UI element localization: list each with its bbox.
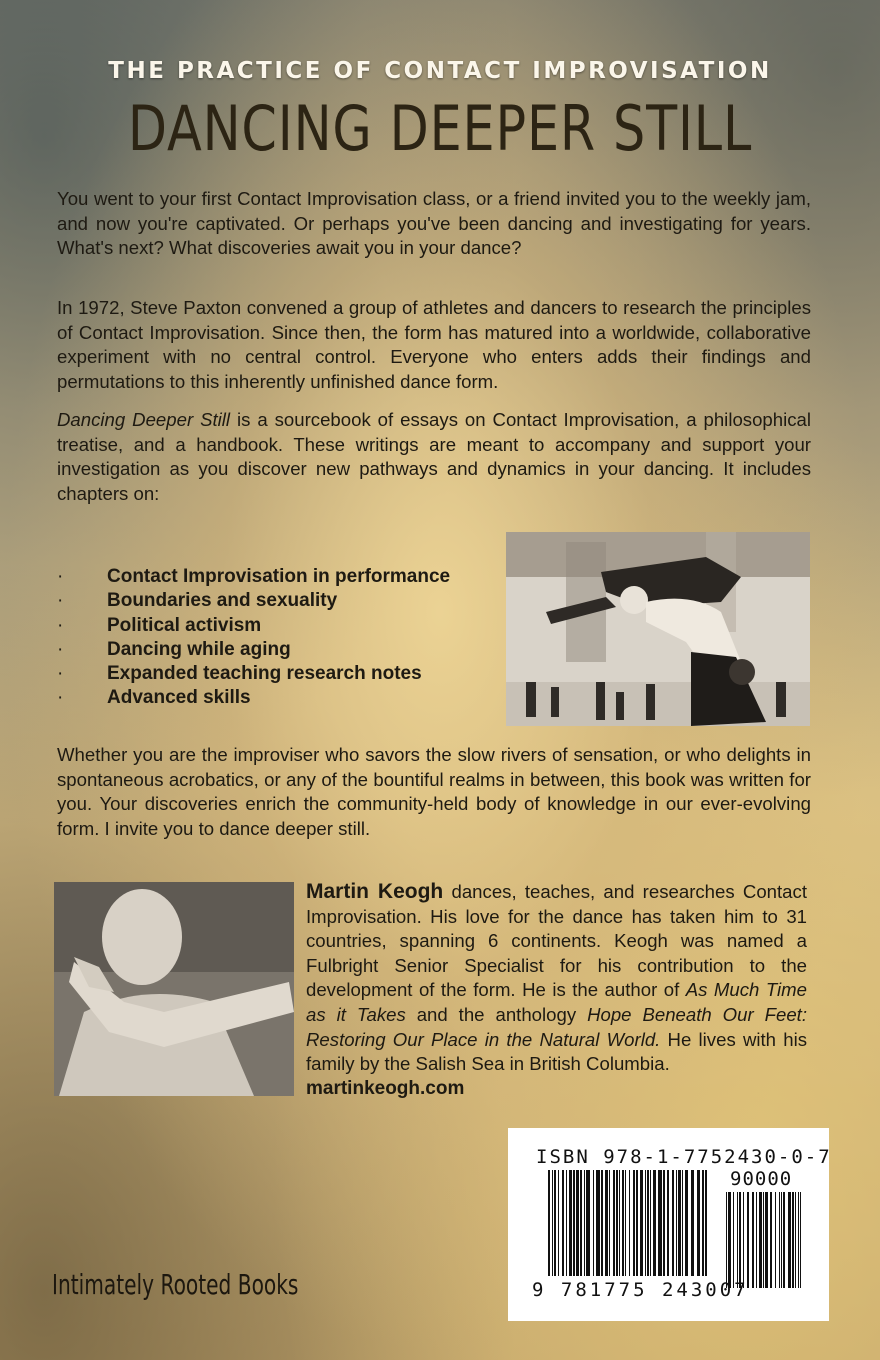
cover-title: DANCING DEEPER STILL	[127, 92, 753, 165]
cover-subtitle: THE PRACTICE OF CONTACT IMPROVISATION	[108, 58, 772, 84]
chapter-label: Expanded teaching research notes	[107, 663, 422, 685]
bullet-icon: ·	[57, 663, 64, 685]
author-bio	[306, 880, 807, 1101]
paragraph-3-text: is a sourcebook of essays on Contact Improvisation, a philosophical treatise, and a handbook. These writings are meant to accompany and support your investigation as you discover new pathways and dynamics in your dancing. It includes chapters on:	[57, 409, 812, 504]
bullet-icon: ·	[57, 590, 64, 612]
isbn-number: ISBN 978-1-7752430-0-7	[536, 1146, 832, 1168]
author-bio-text-3: He lives with his family by the Salish Sea in British Columbia.	[306, 1028, 807, 1075]
author-bio-text-2: and the anthology	[405, 1003, 588, 1025]
bullet-icon: ·	[57, 638, 64, 660]
chapter-item	[57, 614, 497, 638]
chapter-label: Contact Improvisation in performance	[107, 566, 451, 587]
dance-photo-illustration	[506, 532, 810, 726]
publisher-name: Intimately Rooted Books	[52, 1268, 299, 1301]
chapter-item	[57, 662, 497, 686]
bullet-icon: ·	[57, 566, 64, 587]
chapter-label: Advanced skills	[107, 687, 251, 709]
dance-photo	[506, 532, 810, 726]
author-website-link[interactable]: martinkeogh.com	[306, 1077, 465, 1099]
blurb-paragraph-4: Whether you are the improviser who savors the slow rivers of sensation, or who delights in spontaneous acrobatics, or any of the bountiful realms in between, this book was written for you. Your discoveries enrich the community-held body of knowledge in our ever-evolving form. I invite you to dance deeper still.	[57, 744, 811, 839]
bullet-icon: ·	[57, 687, 64, 709]
chapter-item	[57, 686, 497, 710]
book-title-italic: Dancing Deeper Still	[57, 409, 231, 430]
blurb-paragraph-3	[57, 408, 811, 506]
blurb-paragraph-2: In 1972, Steve Paxton convened a group of athletes and dancers to research the principles of Contact Improvisation. Since then, the form has matured into a worldwide, collaborative experiment with no central control. Everyone who enters adds their findings and permutations to this inherently unfinished dance form.	[57, 297, 811, 392]
author-book-1: As Much Time as it Takes	[306, 979, 807, 1025]
author-photo	[54, 882, 294, 1096]
price-code: 90000	[730, 1168, 793, 1190]
bullet-icon: ·	[57, 614, 64, 636]
chapter-label: Boundaries and sexuality	[107, 590, 338, 612]
author-photo-illustration	[54, 882, 294, 1096]
chapter-label: Dancing while aging	[107, 638, 291, 660]
chapter-list	[57, 565, 497, 711]
chapter-item	[57, 565, 497, 589]
author-book-2: Hope Beneath Our Feet: Restoring Our Place in the Natural World.	[306, 1003, 807, 1050]
barcode-digits: 9 781775 243007	[532, 1279, 749, 1301]
chapter-item	[57, 589, 497, 613]
author-name: Martin Keogh	[306, 880, 444, 903]
author-bio-text-1: dances, teaches, and researches Contact Improvisation. His love for the dance has taken him to 31 countries, spanning 6 continents. Keogh was named a Fulbright Senior Specialist for his contribution to the development of the form. He is the author of	[306, 881, 807, 1001]
blurb-paragraph-1: You went to your first Contact Improvisation class, or a friend invited you to the weekly jam, and now you're captivated. Or perhaps you've been dancing and investigating for years. What's next? What discoveries await you in your dance?	[57, 188, 811, 258]
chapter-label: Political activism	[107, 614, 262, 636]
chapter-item	[57, 638, 497, 662]
